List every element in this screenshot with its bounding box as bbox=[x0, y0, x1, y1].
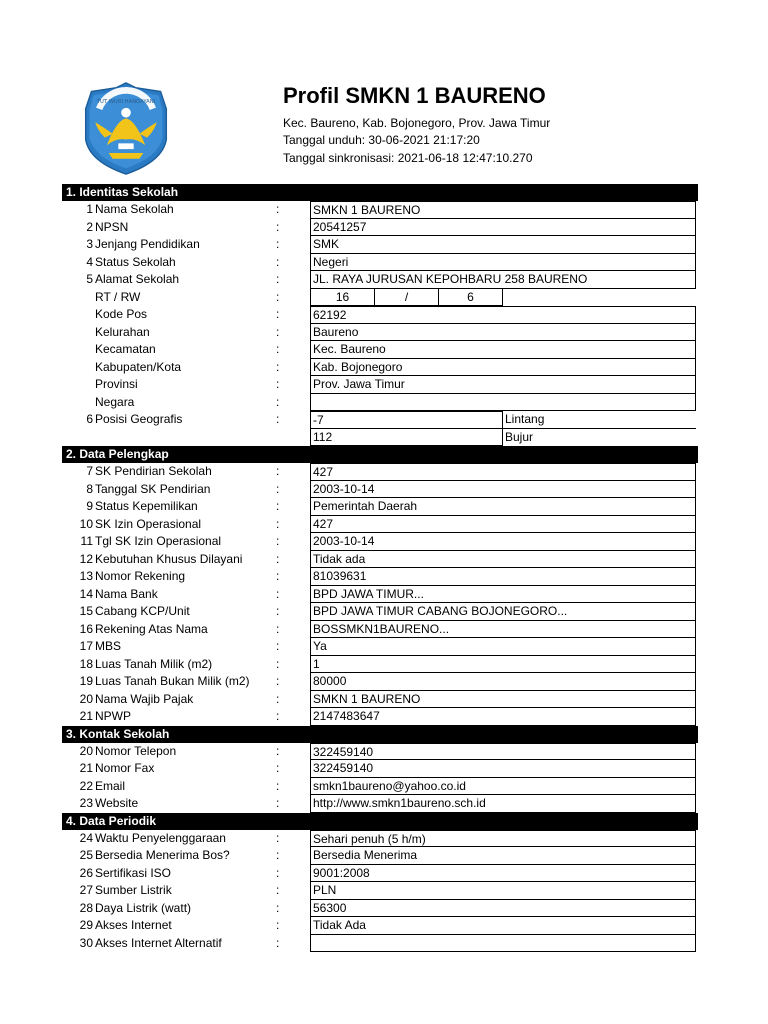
colon: : bbox=[276, 900, 280, 915]
field-label: Alamat Sekolah bbox=[95, 272, 180, 286]
field-number: 12 bbox=[79, 551, 93, 566]
field-label: SK Izin Operasional bbox=[95, 516, 202, 531]
colon: : bbox=[276, 935, 280, 950]
rtrw-cells bbox=[310, 289, 696, 307]
table-row bbox=[62, 394, 698, 412]
table-row bbox=[62, 865, 698, 883]
colon: : bbox=[276, 621, 280, 636]
colon: : bbox=[276, 761, 280, 775]
field-value: Prov. Jawa Timur bbox=[310, 376, 696, 394]
field-label: Cabang KCP/Unit bbox=[95, 604, 190, 618]
field-value: Tidak ada bbox=[310, 551, 696, 569]
table-row bbox=[62, 743, 698, 761]
table-row bbox=[62, 847, 698, 865]
field-number: 23 bbox=[79, 796, 93, 810]
field-number: 5 bbox=[86, 272, 93, 286]
section-pelengkap-header: 2. Data Pelengkap bbox=[62, 446, 698, 463]
field-number: 8 bbox=[86, 481, 93, 496]
field-value: SMK bbox=[310, 236, 696, 254]
colon: : bbox=[276, 534, 280, 548]
section-kontak-header: 3. Kontak Sekolah bbox=[62, 726, 698, 743]
field-value: Tidak Ada bbox=[310, 917, 696, 935]
field-label: Website bbox=[95, 796, 139, 810]
field-value: Negeri bbox=[310, 254, 696, 272]
logo-motto: TUT WURI HANDAYANI bbox=[96, 99, 156, 106]
geo-row-lon bbox=[62, 429, 698, 447]
latitude-label: Lintang bbox=[503, 411, 696, 429]
field-value: BPD JAWA TIMUR CABANG BOJONEGORO... bbox=[310, 603, 696, 621]
table-row bbox=[62, 673, 698, 691]
field-number: 3 bbox=[86, 237, 93, 251]
field-number: 6 bbox=[86, 412, 93, 426]
table-row bbox=[62, 778, 698, 796]
table-row bbox=[62, 359, 698, 377]
field-label: Nomor Fax bbox=[95, 761, 155, 775]
colon: : bbox=[276, 604, 280, 618]
field-number: 17 bbox=[79, 639, 93, 653]
longitude-value: 112 bbox=[310, 429, 503, 447]
field-value: smkn1baureno@yahoo.co.id bbox=[310, 778, 696, 796]
table-row bbox=[62, 900, 698, 918]
field-value: 427 bbox=[310, 463, 696, 481]
colon: : bbox=[276, 289, 280, 304]
field-label: Akses Internet bbox=[95, 918, 172, 932]
colon: : bbox=[276, 324, 280, 339]
field-label: Nama Wajib Pajak bbox=[95, 691, 194, 706]
colon: : bbox=[276, 237, 280, 251]
field-label: Luas Tanah Milik (m2) bbox=[95, 656, 213, 671]
field-value: 20541257 bbox=[310, 219, 696, 237]
table-row bbox=[62, 533, 698, 551]
field-number: 29 bbox=[79, 918, 93, 932]
tut-wuri-handayani-logo bbox=[77, 80, 175, 176]
field-label: Status Kepemilikan bbox=[95, 499, 198, 513]
field-label: NPWP bbox=[95, 709, 131, 723]
field-value: 2003-10-14 bbox=[310, 533, 696, 551]
field-number: 20 bbox=[79, 743, 93, 758]
table-row bbox=[62, 882, 698, 900]
field-value: BPD JAWA TIMUR... bbox=[310, 586, 696, 604]
field-label: NPSN bbox=[95, 219, 129, 234]
colon: : bbox=[276, 499, 280, 513]
table-row bbox=[62, 236, 698, 254]
field-value: 2003-10-14 bbox=[310, 481, 696, 499]
field-number: 7 bbox=[86, 464, 93, 478]
colon: : bbox=[276, 342, 280, 356]
field-value: JL. RAYA JURUSAN KEPOHBARU 258 BAURENO bbox=[310, 271, 696, 289]
colon: : bbox=[276, 674, 280, 688]
field-value: 9001:2008 bbox=[310, 865, 696, 883]
field-label: Jenjang Pendidikan bbox=[95, 237, 200, 251]
table-row bbox=[62, 324, 698, 342]
table-row bbox=[62, 568, 698, 586]
field-label: Tgl SK Izin Operasional bbox=[95, 534, 222, 548]
colon: : bbox=[276, 464, 280, 478]
field-label: Waktu Penyelenggaraan bbox=[95, 830, 226, 845]
field-number: 18 bbox=[79, 656, 93, 671]
table-row bbox=[62, 760, 698, 778]
colon: : bbox=[276, 307, 280, 321]
field-number: 28 bbox=[79, 900, 93, 915]
colon: : bbox=[276, 778, 280, 793]
field-value bbox=[310, 935, 696, 953]
rw-value: 6 bbox=[438, 289, 503, 307]
colon: : bbox=[276, 551, 280, 566]
field-label: Kecamatan bbox=[95, 342, 156, 356]
download-date: Tanggal unduh: 30-06-2021 21:17:20 bbox=[283, 133, 480, 147]
colon: : bbox=[276, 848, 280, 862]
colon: : bbox=[276, 481, 280, 496]
field-label: Kebutuhan Khusus Dilayani bbox=[95, 551, 243, 566]
sync-date: Tanggal sinkronisasi: 2021-06-18 12:47:10.270 bbox=[283, 151, 533, 165]
field-value: Pemerintah Daerah bbox=[310, 498, 696, 516]
field-label: Nama Sekolah bbox=[95, 202, 174, 216]
colon: : bbox=[276, 656, 280, 671]
colon: : bbox=[276, 796, 280, 810]
colon: : bbox=[276, 219, 280, 234]
field-label: SK Pendirian Sekolah bbox=[95, 464, 212, 478]
table-row bbox=[62, 551, 698, 569]
field-number: 19 bbox=[79, 674, 93, 688]
field-value: Bersedia Menerima bbox=[310, 847, 696, 865]
field-number: 10 bbox=[79, 516, 93, 531]
colon: : bbox=[276, 639, 280, 653]
field-value: 62192 bbox=[310, 306, 696, 324]
profile-table bbox=[62, 184, 698, 952]
colon: : bbox=[276, 883, 280, 897]
field-label: Nama Bank bbox=[95, 586, 158, 601]
field-label: MBS bbox=[95, 639, 122, 653]
field-number: 22 bbox=[79, 778, 93, 793]
field-number: 11 bbox=[80, 534, 93, 548]
field-value: Kec. Baureno bbox=[310, 341, 696, 359]
latitude-value: -7 bbox=[310, 411, 503, 429]
section-identitas-header: 1. Identitas Sekolah bbox=[62, 184, 698, 201]
table-row bbox=[62, 306, 698, 324]
field-label: Provinsi bbox=[95, 377, 138, 391]
field-value: 2147483647 bbox=[310, 708, 696, 726]
field-value: 56300 bbox=[310, 900, 696, 918]
colon: : bbox=[276, 865, 280, 880]
colon: : bbox=[276, 830, 280, 845]
field-label: Kelurahan bbox=[95, 324, 150, 339]
field-value: 322459140 bbox=[310, 743, 696, 761]
field-value: Baureno bbox=[310, 324, 696, 342]
table-row bbox=[62, 516, 698, 534]
table-row bbox=[62, 795, 698, 813]
field-label: Kode Pos bbox=[95, 307, 148, 321]
table-row bbox=[62, 603, 698, 621]
geo-row-lat bbox=[62, 411, 698, 429]
field-label: Nomor Telepon bbox=[95, 743, 177, 758]
field-number: 26 bbox=[79, 865, 93, 880]
field-value: 81039631 bbox=[310, 568, 696, 586]
field-value: 427 bbox=[310, 516, 696, 534]
field-number: 21 bbox=[79, 709, 93, 723]
table-row bbox=[62, 691, 698, 709]
field-value: Kab. Bojonegoro bbox=[310, 359, 696, 377]
table-row bbox=[62, 917, 698, 935]
colon: : bbox=[276, 272, 280, 286]
field-number: 15 bbox=[79, 604, 93, 618]
field-value: 80000 bbox=[310, 673, 696, 691]
field-number: 30 bbox=[79, 935, 93, 950]
longitude-label: Bujur bbox=[505, 429, 534, 444]
table-row bbox=[62, 219, 698, 237]
colon: : bbox=[276, 254, 280, 269]
field-label: Nomor Rekening bbox=[95, 569, 186, 583]
field-number: 27 bbox=[79, 883, 93, 897]
colon: : bbox=[276, 359, 280, 374]
field-number: 2 bbox=[86, 219, 93, 234]
colon: : bbox=[276, 412, 280, 426]
field-label: Email bbox=[95, 778, 126, 793]
table-row bbox=[62, 638, 698, 656]
field-label: RT / RW bbox=[95, 289, 141, 304]
colon: : bbox=[276, 377, 280, 391]
table-row bbox=[62, 201, 698, 219]
table-row bbox=[62, 271, 698, 289]
section-periodik-header: 4. Data Periodik bbox=[62, 813, 698, 830]
table-row bbox=[62, 376, 698, 394]
field-value: http://www.smkn1baureno.sch.id bbox=[310, 795, 696, 813]
colon: : bbox=[276, 743, 280, 758]
field-value: SMKN 1 BAURENO bbox=[310, 691, 696, 709]
rtrw-separator: / bbox=[374, 289, 439, 307]
table-row bbox=[62, 621, 698, 639]
field-label: Posisi Geografis bbox=[95, 412, 183, 426]
colon: : bbox=[276, 918, 280, 932]
field-label: Kabupaten/Kota bbox=[95, 359, 182, 374]
table-row bbox=[62, 463, 698, 481]
field-value: BOSSMKN1BAURENO... bbox=[310, 621, 696, 639]
table-row bbox=[62, 935, 698, 953]
field-label: Daya Listrik (watt) bbox=[95, 900, 192, 915]
field-number: 4 bbox=[86, 254, 93, 269]
rtrw-row bbox=[62, 289, 698, 307]
colon: : bbox=[276, 516, 280, 531]
field-value: Ya bbox=[310, 638, 696, 656]
table-row bbox=[62, 708, 698, 726]
field-label: Bersedia Menerima Bos? bbox=[95, 848, 230, 862]
colon: : bbox=[276, 709, 280, 723]
field-number: 21 bbox=[79, 761, 93, 775]
field-value: 1 bbox=[310, 656, 696, 674]
field-value: Sehari penuh (5 h/m) bbox=[310, 830, 696, 848]
field-number: 1 bbox=[86, 202, 93, 216]
colon: : bbox=[276, 569, 280, 583]
field-label: Luas Tanah Bukan Milik (m2) bbox=[95, 674, 250, 688]
field-value: 322459140 bbox=[310, 760, 696, 778]
field-label: Rekening Atas Nama bbox=[95, 621, 208, 636]
rt-value: 16 bbox=[310, 289, 375, 307]
field-label: Sertifikasi ISO bbox=[95, 865, 172, 880]
field-number: 20 bbox=[79, 691, 93, 706]
table-row bbox=[62, 586, 698, 604]
table-row bbox=[62, 341, 698, 359]
colon: : bbox=[276, 202, 280, 216]
field-number: 14 bbox=[79, 586, 93, 601]
page-title: Profil SMKN 1 BAURENO bbox=[283, 83, 546, 108]
field-label: Sumber Listrik bbox=[95, 883, 172, 897]
colon: : bbox=[276, 586, 280, 601]
field-number: 9 bbox=[86, 499, 93, 513]
field-value: PLN bbox=[310, 882, 696, 900]
table-row bbox=[62, 254, 698, 272]
field-label: Tanggal SK Pendirian bbox=[95, 481, 211, 496]
field-value bbox=[310, 394, 696, 412]
field-value: SMKN 1 BAURENO bbox=[310, 201, 696, 219]
field-number: 24 bbox=[79, 830, 93, 845]
table-row bbox=[62, 656, 698, 674]
table-row bbox=[62, 481, 698, 499]
school-location: Kec. Baureno, Kab. Bojonegoro, Prov. Jawa Timur bbox=[283, 116, 551, 130]
field-label: Negara bbox=[95, 394, 135, 409]
field-number: 16 bbox=[79, 621, 93, 636]
field-number: 25 bbox=[79, 848, 93, 862]
field-number: 13 bbox=[79, 569, 93, 583]
field-label: Status Sekolah bbox=[95, 254, 176, 269]
field-label: Akses Internet Alternatif bbox=[95, 935, 222, 950]
table-row bbox=[62, 830, 698, 848]
colon: : bbox=[276, 394, 280, 409]
colon: : bbox=[276, 691, 280, 706]
table-row bbox=[62, 498, 698, 516]
